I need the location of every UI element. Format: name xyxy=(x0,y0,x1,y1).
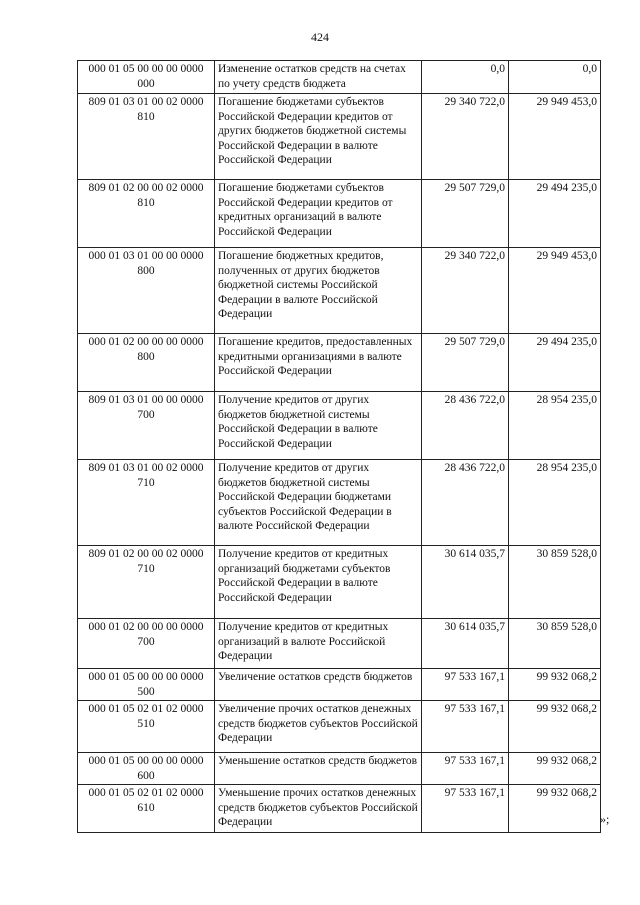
table-row xyxy=(78,180,601,248)
table-row xyxy=(78,546,601,619)
table-row xyxy=(78,619,601,669)
amount-year1-cell: 29 340 722,0 xyxy=(422,248,509,334)
amount-year2-cell: 99 932 068,2 xyxy=(509,669,601,701)
amount-year1-cell: 30 614 035,7 xyxy=(422,619,509,669)
amount-year1-cell: 29 507 729,0 xyxy=(422,180,509,248)
amount-year2-cell: 99 932 068,2 xyxy=(509,701,601,753)
description-cell: Погашение бюджетных кредитов, полученных от других бюджетов бюджетной системы Российской Федерации в валюте Российской Федерации xyxy=(215,248,422,334)
amount-year1-cell: 97 533 167,1 xyxy=(422,701,509,753)
amount-year1-cell: 97 533 167,1 xyxy=(422,753,509,785)
amount-year2-cell: 30 859 528,0 xyxy=(509,546,601,619)
budget-code-cell: 000 01 05 00 00 00 0000 500 xyxy=(78,669,215,701)
budget-code-cell: 000 01 03 01 00 00 0000 800 xyxy=(78,248,215,334)
description-cell: Погашение кредитов, предоставленных кредитными организациями в валюте Российской Федерации xyxy=(215,334,422,392)
description-cell: Уменьшение прочих остатков денежных средств бюджетов субъектов Российской Федерации xyxy=(215,785,422,833)
description-cell: Получение кредитов от других бюджетов бюджетной системы Российской Федерации бюджетами субъектов Российской Федерации в валюте Российской Федерации xyxy=(215,460,422,546)
table-row xyxy=(78,669,601,701)
budget-code-cell: 809 01 02 00 00 02 0000 710 xyxy=(78,546,215,619)
budget-sources-table xyxy=(77,60,601,833)
budget-code-cell: 000 01 05 00 00 00 0000 000 xyxy=(78,61,215,94)
amount-year1-cell: 97 533 167,1 xyxy=(422,785,509,833)
description-cell: Изменение остатков средств на счетах по учету средств бюджета xyxy=(215,61,422,94)
budget-code-cell: 809 01 03 01 00 00 0000 700 xyxy=(78,392,215,460)
page-number: 424 xyxy=(311,30,329,44)
description-cell: Уменьшение остатков средств бюджетов xyxy=(215,753,422,785)
amount-year1-cell: 28 436 722,0 xyxy=(422,460,509,546)
table-row xyxy=(78,460,601,546)
table-row xyxy=(78,61,601,94)
description-cell: Погашение бюджетами субъектов Российской Федерации кредитов от кредитных организаций в валюте Российской Федерации xyxy=(215,180,422,248)
description-cell: Получение кредитов от других бюджетов бюджетной системы Российской Федерации в валюте Российской Федерации xyxy=(215,392,422,460)
amount-year1-cell: 0,0 xyxy=(422,61,509,94)
amount-year1-cell: 29 340 722,0 xyxy=(422,94,509,180)
description-cell: Увеличение прочих остатков денежных средств бюджетов субъектов Российской Федерации xyxy=(215,701,422,753)
table-row xyxy=(78,753,601,785)
amount-year2-cell: 29 494 235,0 xyxy=(509,180,601,248)
amount-year2-cell: 99 932 068,2 xyxy=(509,753,601,785)
budget-code-cell: 809 01 03 01 00 02 0000 810 xyxy=(78,94,215,180)
table-row xyxy=(78,334,601,392)
table-row xyxy=(78,392,601,460)
amount-year2-cell: 0,0 xyxy=(509,61,601,94)
budget-code-cell: 809 01 03 01 00 02 0000 710 xyxy=(78,460,215,546)
table-row xyxy=(78,248,601,334)
table-row xyxy=(78,94,601,180)
amount-year2-cell: 29 494 235,0 xyxy=(509,334,601,392)
amount-year1-cell: 97 533 167,1 xyxy=(422,669,509,701)
amount-year2-cell: 30 859 528,0 xyxy=(509,619,601,669)
budget-code-cell: 000 01 05 00 00 00 0000 600 xyxy=(78,753,215,785)
budget-code-cell: 000 01 02 00 00 00 0000 800 xyxy=(78,334,215,392)
amount-year2-cell: 29 949 453,0 xyxy=(509,94,601,180)
amount-year2-cell: 29 949 453,0 xyxy=(509,248,601,334)
description-cell: Погашение бюджетами субъектов Российской Федерации кредитов от других бюджетов бюджетной системы Российской Федерации в валюте Российской Федерации xyxy=(215,94,422,180)
amount-year2-cell: 99 932 068,2 xyxy=(509,785,601,833)
budget-code-cell: 000 01 02 00 00 00 0000 700 xyxy=(78,619,215,669)
table-body xyxy=(78,61,601,833)
amount-year2-cell: 28 954 235,0 xyxy=(509,392,601,460)
amount-year1-cell: 30 614 035,7 xyxy=(422,546,509,619)
description-cell: Увеличение остатков средств бюджетов xyxy=(215,669,422,701)
budget-code-cell: 000 01 05 02 01 02 0000 610 xyxy=(78,785,215,833)
table-row xyxy=(78,701,601,753)
budget-code-cell: 000 01 05 02 01 02 0000 510 xyxy=(78,701,215,753)
budget-code-cell: 809 01 02 00 00 02 0000 810 xyxy=(78,180,215,248)
description-cell: Получение кредитов от кредитных организаций в валюте Российской Федерации xyxy=(215,619,422,669)
table-row xyxy=(78,785,601,833)
amount-year1-cell: 28 436 722,0 xyxy=(422,392,509,460)
amount-year1-cell: 29 507 729,0 xyxy=(422,334,509,392)
closing-quote-mark: »; xyxy=(600,812,610,826)
description-cell: Получение кредитов от кредитных организаций бюджетами субъектов Российской Федерации в валюте Российской Федерации xyxy=(215,546,422,619)
amount-year2-cell: 28 954 235,0 xyxy=(509,460,601,546)
